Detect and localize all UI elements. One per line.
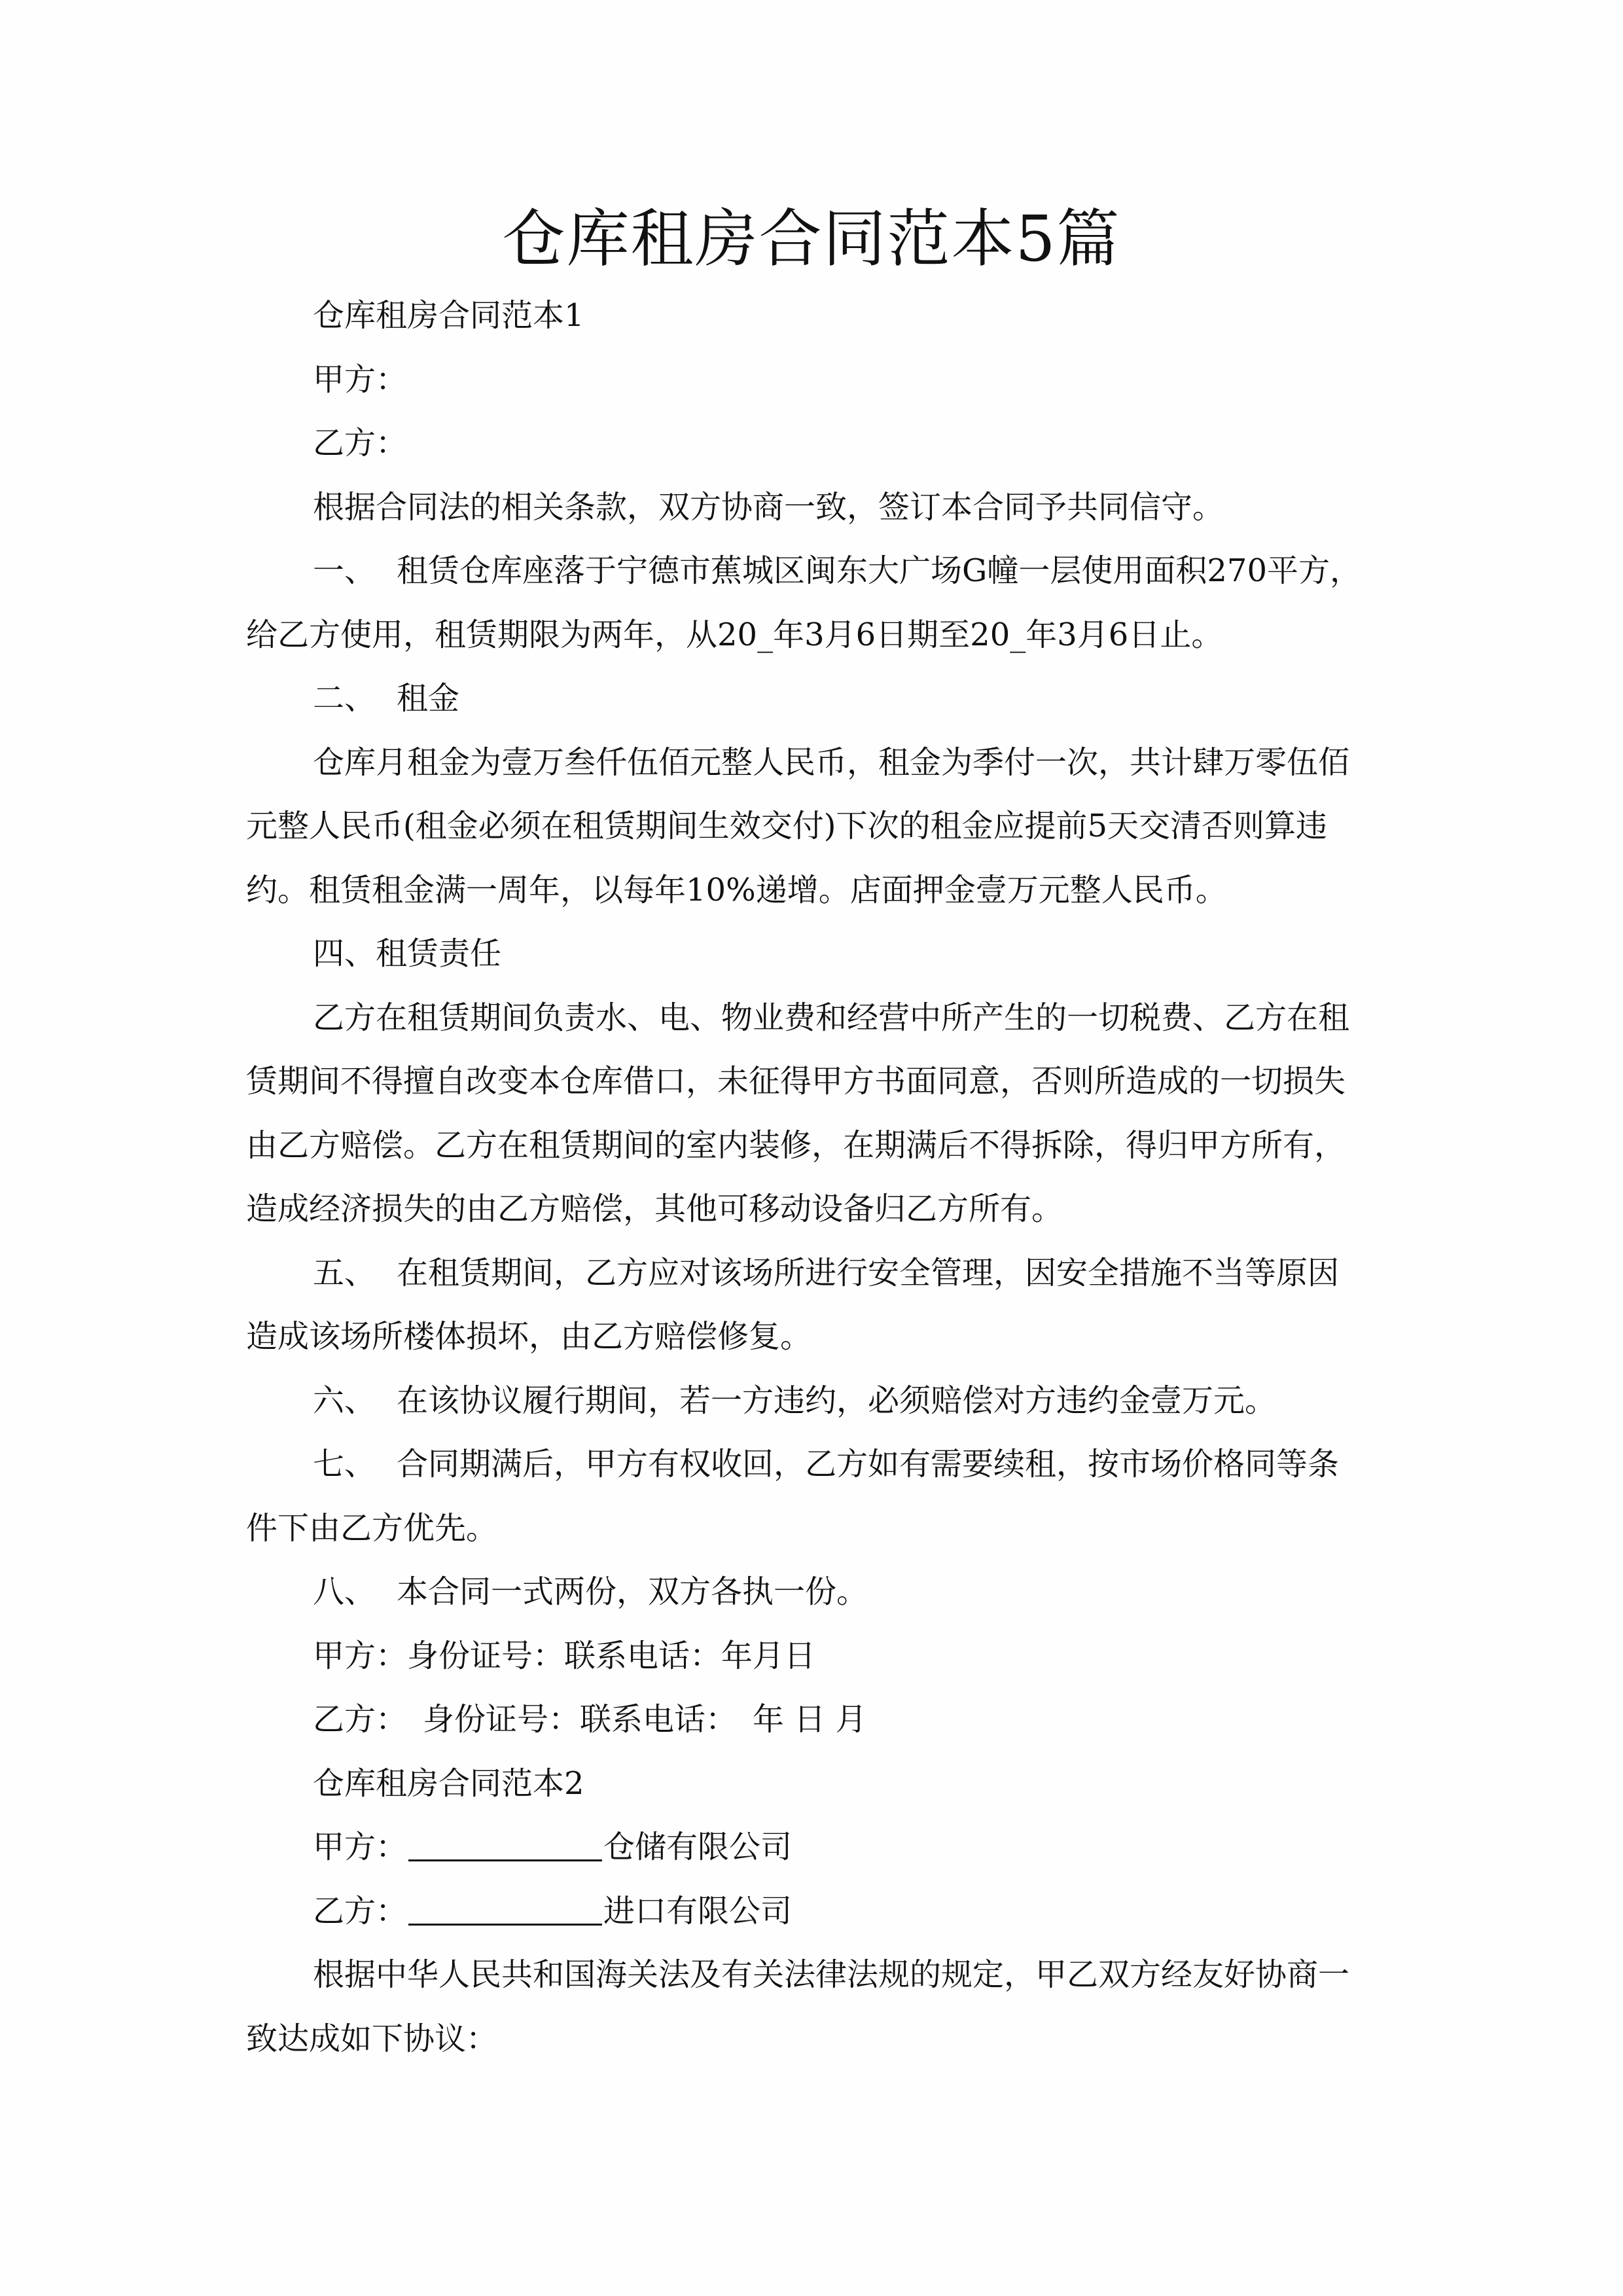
clause-number: 一、 (313, 552, 376, 589)
clause-5-continued: 造成该场所楼体损坏，由乙方赔偿修复。 (246, 1318, 812, 1355)
clause-text: 合同期满后，甲方有权收回，乙方如有需要续租，按市场价格同等条 (397, 1446, 1340, 1482)
document-title: 仓库租房合同范本5篇 (502, 202, 1121, 276)
section-heading: 仓库租房合同范本2 (313, 1765, 584, 1802)
clause-text: 租赁仓库座落于宁德市蕉城区闽东大广场G幢一层使用面积270平方， (397, 552, 1361, 589)
intro-paragraph-line: 根据中华人民共和国海关法及有关法律法规的规定，甲乙双方经友好协商一 (313, 1956, 1350, 1993)
party-b-company-suffix: 进口有限公司 (603, 1892, 793, 1929)
clause-text: 在该协议履行期间，若一方违约，必须赔偿对方违约金壹万元。 (397, 1382, 1277, 1419)
clause-number: 六、 (313, 1382, 376, 1419)
clause-8 (246, 1560, 1391, 1624)
intro-paragraph-line: 致达成如下协议： (246, 2020, 498, 2057)
party-a-label: 甲方： (313, 361, 408, 398)
rent-paragraph-line: 仓库月租金为壹万叁仟伍佰元整人民币，租金为季付一次，共计肆万零伍佰 (313, 744, 1350, 781)
signature-party-b: 乙方： 身份证号：联系电话： 年 日 月 (313, 1701, 867, 1738)
liability-paragraph-line: 造成经济损失的由乙方赔偿，其他可移动设备归乙方所有。 (246, 1191, 1063, 1227)
party-b-line (246, 1880, 1391, 1944)
rent-paragraph-line: 元整人民币(租金必须在租赁期间生效交付)下次的租金应提前5天交清否则算违 (246, 808, 1327, 844)
clause-7-continued: 件下由乙方优先。 (246, 1509, 498, 1547)
document-body (246, 284, 1391, 2071)
clause-text: 本合同一式两份，双方各执一份。 (397, 1573, 868, 1610)
liability-paragraph-line: 乙方在租赁期间负责水、电、物业费和经营中所产生的一切税费、乙方在租 (313, 999, 1350, 1036)
party-a-line (246, 1816, 1391, 1880)
clause-number: 二、 (313, 680, 376, 717)
rent-paragraph-line: 约。租赁租金满一周年，以每年10%递增。店面押金壹万元整人民币。 (246, 871, 1227, 908)
clause-6 (246, 1369, 1391, 1433)
signature-party-a: 甲方：身份证号：联系电话：年月日 (313, 1637, 816, 1674)
clause-text: 租金 (397, 680, 460, 717)
party-a-company-suffix: 仓储有限公司 (603, 1829, 793, 1865)
liability-paragraph-line: 赁期间不得擅自改变本仓库借口，未征得甲方书面同意，否则所造成的一切损失 (246, 1063, 1346, 1100)
clause-1 (246, 539, 1391, 603)
party-b-label: 乙方： (313, 425, 408, 461)
liability-paragraph-line: 由乙方赔偿。乙方在租赁期间的室内装修，在期满后不得拆除，得归甲方所有， (246, 1126, 1346, 1164)
party-a-blank-field[interactable] (408, 1857, 602, 1861)
clause-1-continued: 给乙方使用，租赁期限为两年，从20_年3月6日期至20_年3月6日止。 (246, 616, 1223, 653)
clause-number: 五、 (313, 1254, 376, 1291)
clause-number: 八、 (313, 1573, 376, 1610)
party-b-blank-field[interactable] (408, 1921, 602, 1926)
clause-4-heading: 四、租赁责任 (313, 935, 502, 972)
clause-5 (246, 1242, 1391, 1306)
clause-number: 七、 (313, 1446, 376, 1482)
clause-2 (246, 667, 1391, 731)
party-b-label: 乙方： (313, 1892, 408, 1929)
clause-text: 在租赁期间，乙方应对该场所进行安全管理，因安全措施不当等原因 (397, 1254, 1340, 1291)
clause-7 (246, 1433, 1391, 1497)
intro-paragraph: 根据合同法的相关条款，双方协商一致，签订本合同予共同信守。 (313, 488, 1224, 526)
party-a-label: 甲方： (313, 1829, 408, 1865)
section-heading: 仓库租房合同范本1 (313, 297, 584, 334)
